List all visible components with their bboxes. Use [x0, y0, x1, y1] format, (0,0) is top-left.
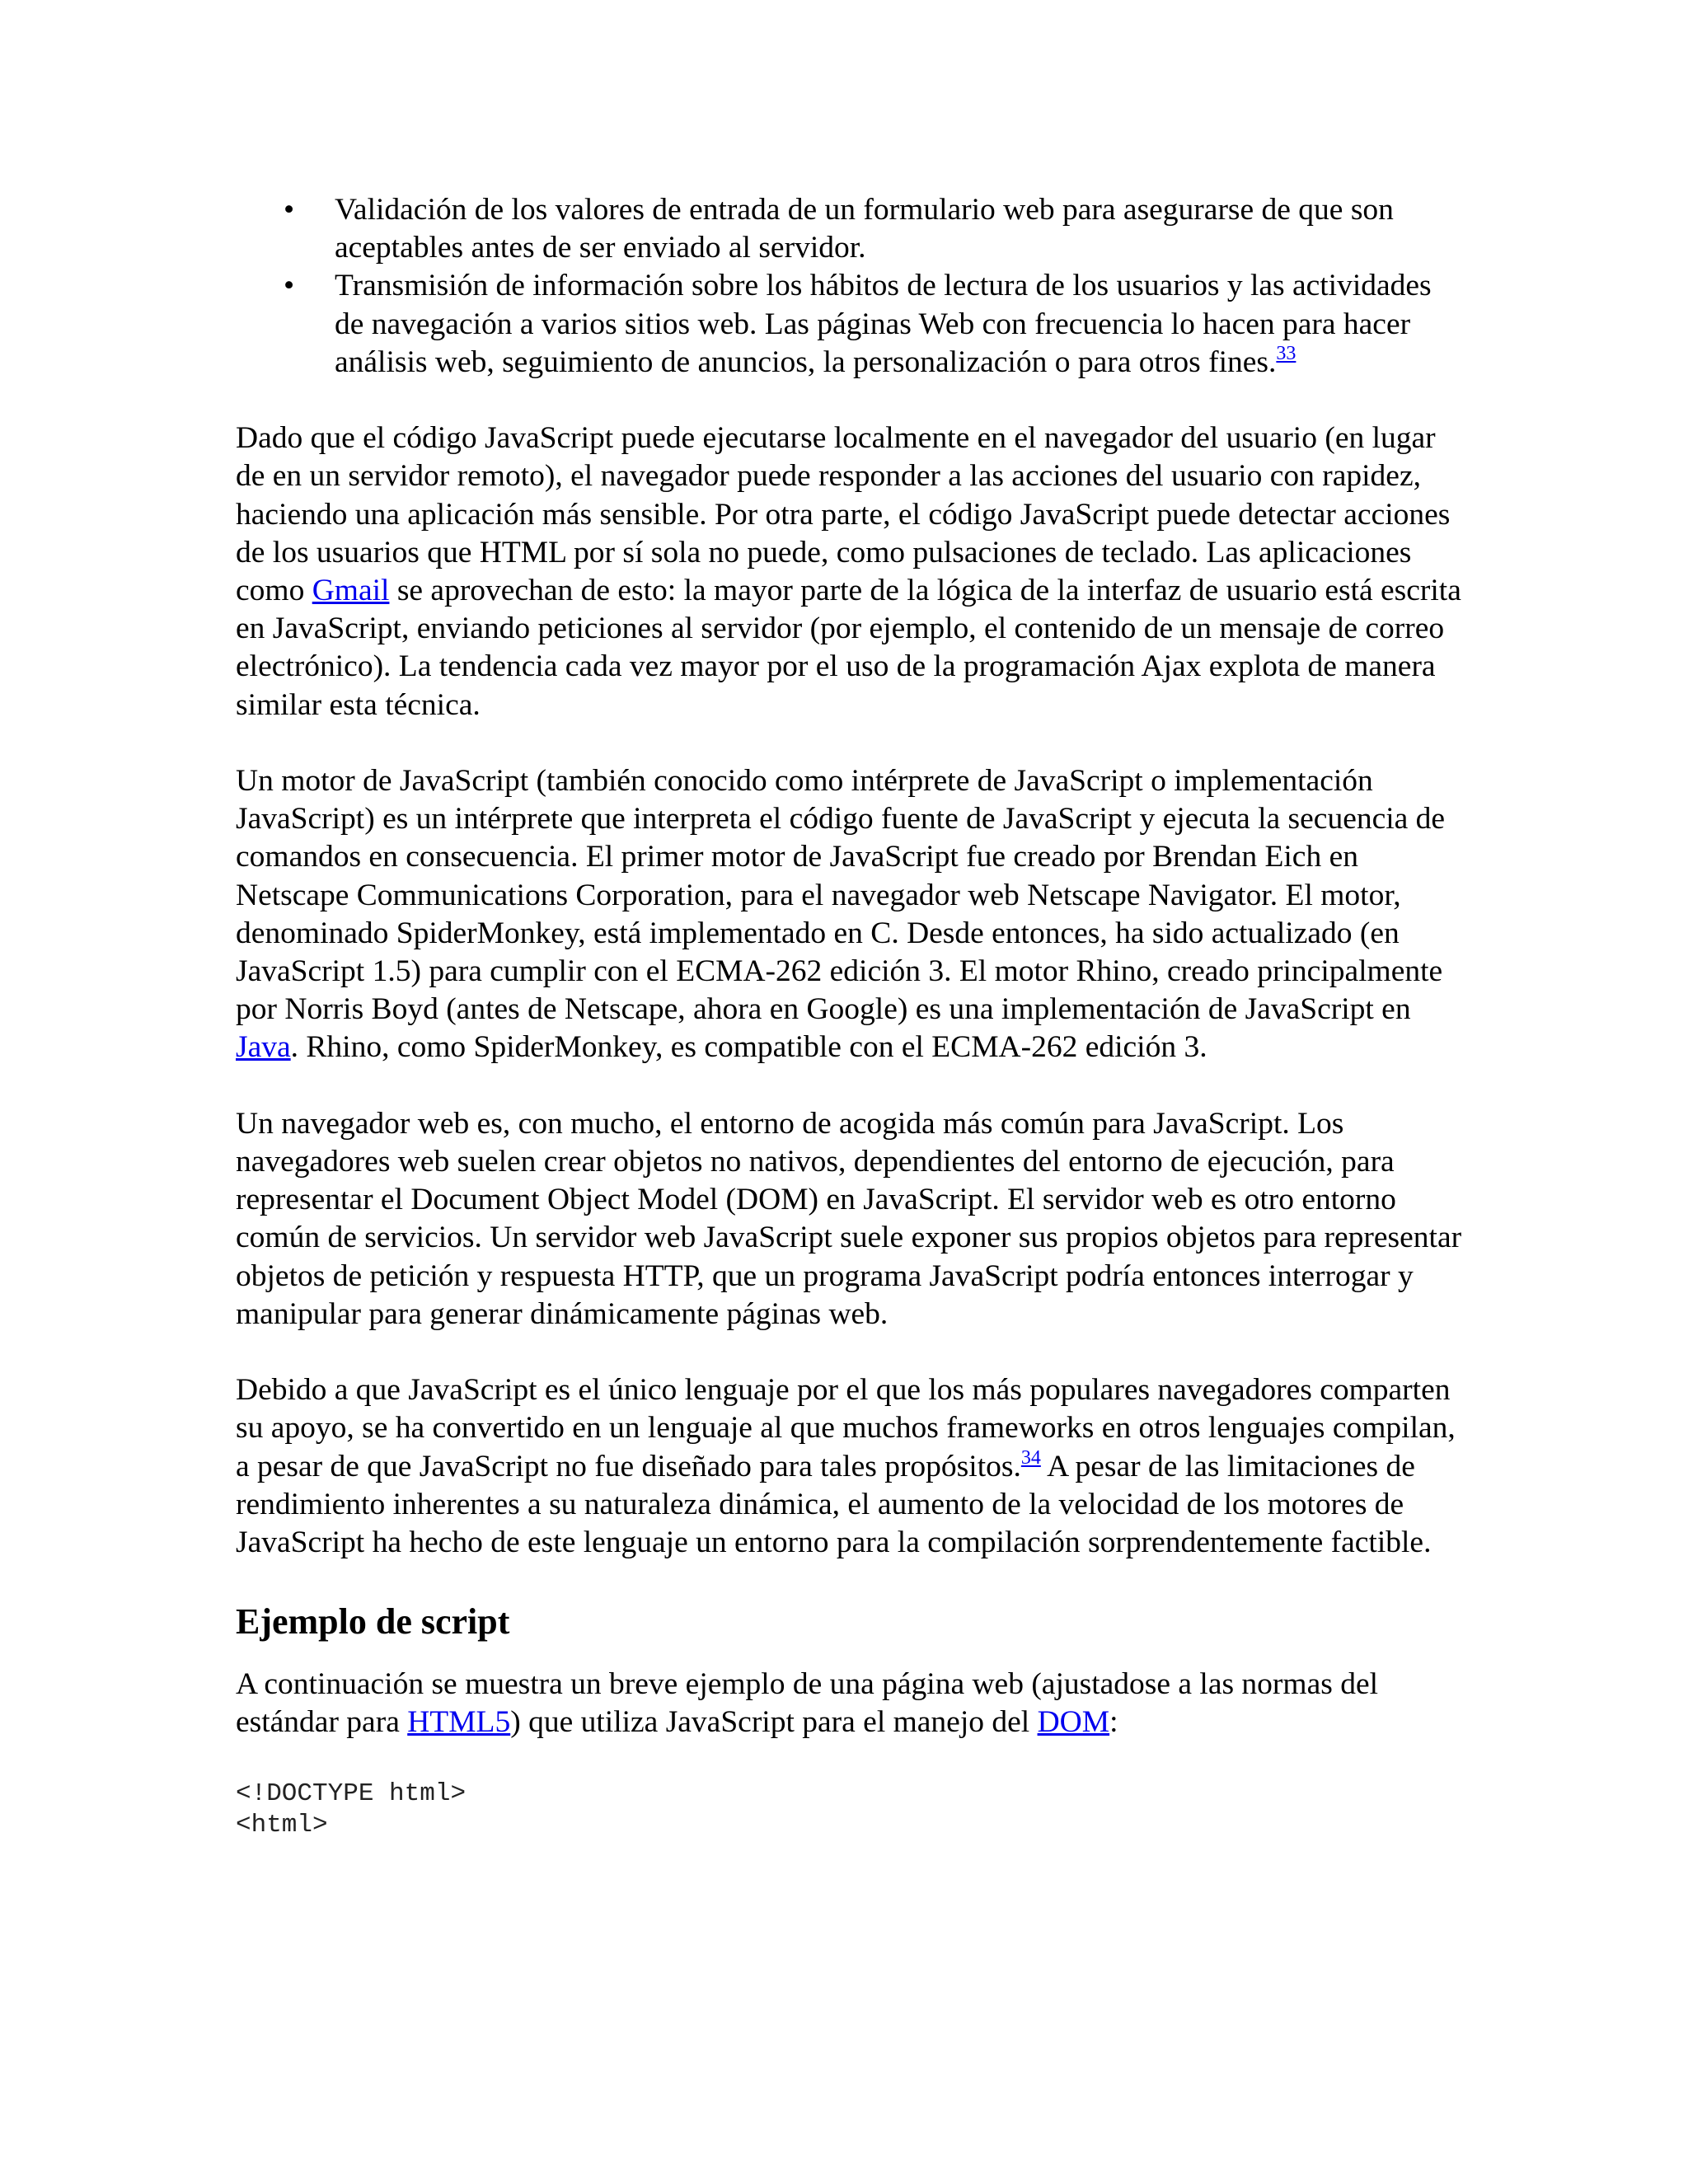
- paragraph-text: Dado que el código JavaScript puede ejecutarse localmente en el navegador del usuario (en lugar de en un servidor remoto), el navegador puede responder a las acciones del usuario con rapidez, haciendo una aplicación más sensible. Por otra parte, el código JavaScript puede detectar acciones de los usuarios que HTML por sí sola no puede, como pulsaciones de teclado. Las aplicaciones como: [236, 421, 1451, 608]
- footnote-ref[interactable]: [1021, 1447, 1041, 1469]
- paragraph-text: Debido a que JavaScript es el único lenguaje por el que los más populares navegadores comparten su apoyo, se ha convertido en un lenguaje al que muchos frameworks en otros lenguajes compilan, a pesar de que JavaScript no fue diseñado para tales propósitos.: [236, 1373, 1456, 1483]
- bullet-icon: •: [284, 193, 295, 227]
- list-item: [284, 267, 1464, 382]
- bullet-icon: •: [284, 269, 295, 303]
- paragraph-text: Un motor de JavaScript (también conocido como intérprete de JavaScript o implementación JavaScript) es un intérprete que interpreta el código fuente de JavaScript y ejecuta la secuencia de comandos en consecuencia. El primer motor de JavaScript fue creado por Brendan Eich en Netscape Communications Corporation, para el navegador web Netscape Navigator. El motor, denominado SpiderMonkey, está implementado en C. Desde entonces, ha sido actualizado (en JavaScript 1.5) para cumplir con el ECMA-262 edición 3. El motor Rhino, creado principalmente por Norris Boyd (antes de Netscape, ahora en Google) es una implementación de JavaScript en: [236, 764, 1446, 1027]
- gmail-link[interactable]: Gmail: [312, 574, 390, 608]
- bullet-list: [236, 191, 1464, 382]
- paragraph-gmail: [236, 419, 1464, 724]
- document-page: [236, 191, 1464, 1841]
- paragraph-browser: Un navegador web es, con mucho, el entorno de acogida más común para JavaScript. Los navegadores web suelen crear objetos no nativos, dependientes del entorno de ejecución, para representar el Document Object Model (DOM) en JavaScript. El servidor web es otro entorno común de servicios. Un servidor web JavaScript suele exponer sus propios objetos para representar objetos de petición y respuesta HTTP, que un programa JavaScript podría entonces interrogar y manipular para generar dinámicamente páginas web.: [236, 1106, 1462, 1331]
- paragraph-text: ) que utiliza JavaScript para el manejo del: [510, 1705, 1038, 1740]
- paragraph-compile: [236, 1371, 1464, 1562]
- paragraph-engine: [236, 762, 1464, 1067]
- paragraph-text: se aprovechan de esto: la mayor parte de la lógica de la interfaz de usuario está escrita en JavaScript, enviando peticiones al servidor (por ejemplo, el contenido de un mensaje de correo electrónico). La tendencia cada vez mayor por el uso de la programación Ajax explota de manera similar esta técnica.: [236, 574, 1461, 722]
- paragraph-example: [236, 1666, 1464, 1741]
- list-item: [284, 191, 1464, 267]
- footnote-link[interactable]: 34: [1020, 1446, 1041, 1469]
- html5-link[interactable]: HTML5: [407, 1705, 511, 1740]
- code-block: <!DOCTYPE html> <html>: [236, 1779, 467, 1840]
- bullet-text: Transmisión de información sobre los hábitos de lectura de los usuarios y las actividades de navegación a varios sitios web. Las páginas Web con frecuencia lo hacen para hacer análisis web, seguimiento de anuncios, la personalización o para otros fines.: [335, 269, 1432, 379]
- paragraph-text: . Rhino, como SpiderMonkey, es compatible con el ECMA-262 edición 3.: [290, 1030, 1207, 1065]
- footnote-ref[interactable]: [1276, 343, 1296, 364]
- footnote-link[interactable]: 33: [1276, 342, 1296, 364]
- section-heading: Ejemplo de script: [236, 1601, 510, 1643]
- paragraph-text: :: [1109, 1705, 1118, 1740]
- bullet-text: Validación de los valores de entrada de un formulario web para asegurarse de que son aceptables antes de ser enviado al servidor.: [335, 193, 1394, 265]
- paragraph-text: A continuación se muestra un breve ejemplo de una página web (ajustadose a las normas del estándar para: [236, 1667, 1379, 1740]
- paragraph-text: A pesar de las limitaciones de rendimiento inherentes a su naturaleza dinámica, el aumento de la velocidad de los motores de JavaScript ha hecho de este lenguaje un entorno para la compilación sorprendentemente factible.: [236, 1449, 1432, 1560]
- dom-link[interactable]: DOM: [1037, 1705, 1110, 1740]
- java-link[interactable]: Java: [236, 1030, 291, 1065]
